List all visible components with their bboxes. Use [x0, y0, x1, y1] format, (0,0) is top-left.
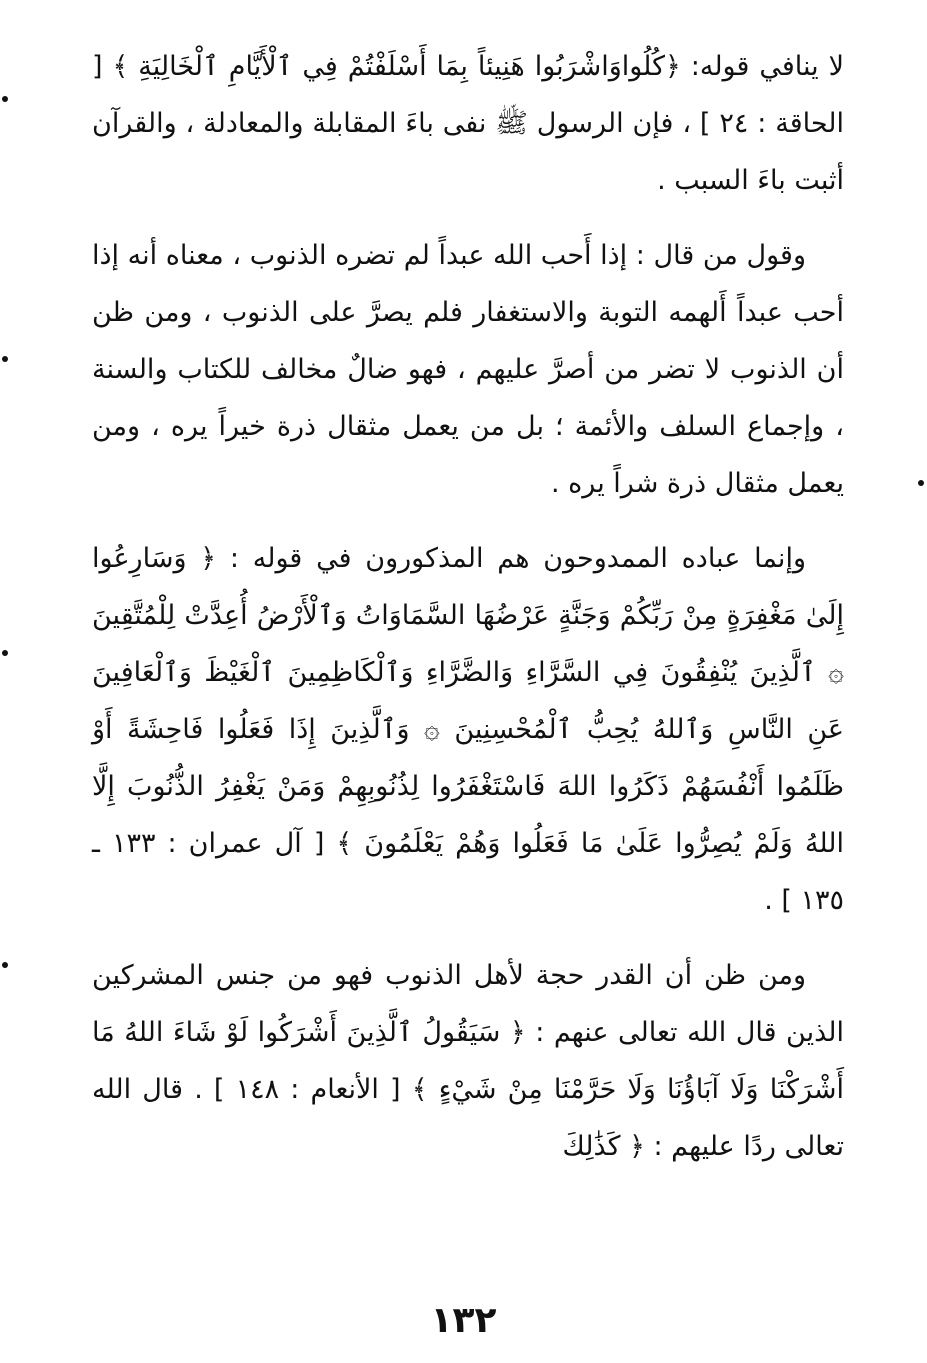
page-number: ١٣٢ — [430, 1300, 497, 1341]
paragraph-1: لا ينافي قوله: ﴿كُلُواوَاشْرَبُوا هَنِيئاً بِمَا أَسْلَفْتُمْ فِي ٱلْأَيَّامِ ٱلْخَالِيَةِ ﴾ [ الحاقة : ٢٤ ] ، فإن الرسول ﷺ نفى باءَ المقابلة والمعادلة ، والقرآن أثبت باءَ السبب . — [92, 51, 844, 196]
page-body — [92, 38, 844, 1175]
margin-dot — [2, 356, 8, 362]
margin-dot — [2, 962, 8, 968]
paragraph-3: وإنما عباده الممدوحون هم المذكورون في قوله : ﴿ وَسَارِعُوا إِلَىٰ مَغْفِرَةٍ مِنْ رَبِّكُمْ وَجَنَّةٍ عَرْضُهَا السَّمَاوَاتُ وَٱلْأَرْضُ أُعِدَّتْ لِلْمُتَّقِينَ ۞ ٱلَّذِينَ يُنْفِقُونَ فِي السَّرَّاءِ وَالضَّرَّاءِ وَٱلْكَاظِمِينَ ٱلْغَيْظَ وَٱلْعَافِينَ عَنِ النَّاسِ وَٱللهُ يُحِبُّ ٱلْمُحْسِنِينَ ۞ وَٱلَّذِينَ إِذَا فَعَلُوا فَاحِشَةً أَوْ ظَلَمُوا أَنْفُسَهُمْ ذَكَرُوا اللهَ فَاسْتَغْفَرُوا لِذُنُوبِهِمْ وَمَنْ يَغْفِرُ الذُّنُوبَ إِلَّا اللهُ وَلَمْ يُصِرُّوا عَلَىٰ مَا فَعَلُوا وَهُمْ يَعْلَمُونَ ﴾ [ آل عمران : ١٣٣ ـ ١٣٥ ] . — [92, 543, 844, 916]
margin-dot — [2, 96, 8, 102]
margin-dot — [2, 650, 8, 656]
paragraph-4: ومن ظن أن القدر حجة لأهل الذنوب فهو من جنس المشركين الذين قال الله تعالى عنهم : ﴿ سَيَقُولُ ٱلَّذِينَ أَشْرَكُوا لَوْ شَاءَ اللهُ مَا أَشْرَكْنَا وَلَا آبَاؤُنَا وَلَا حَرَّمْنَا مِنْ شَيْءٍ ﴾ [ الأنعام : ١٤٨ ] . قال الله تعالى ردًا عليهم : ﴿ كَذَٰلِكَ — [92, 960, 844, 1162]
margin-dot — [918, 480, 924, 486]
paragraph-2: وقول من قال : إذا أَحب الله عبداً لم تضره الذنوب ، معناه أنه إذا أحب عبداً أَلهمه التوبة والاستغفار فلم يصرَّ على الذنوب ، ومن ظن أن الذنوب لا تضر من أصرَّ عليهم ، فهو ضالٌ مخالف للكتاب والسنة ، وإجماع السلف والأئمة ؛ بل من يعمل مثقال ذرة خيراً يره ، ومن يعمل مثقال ذرة شراً يره . — [92, 240, 844, 499]
